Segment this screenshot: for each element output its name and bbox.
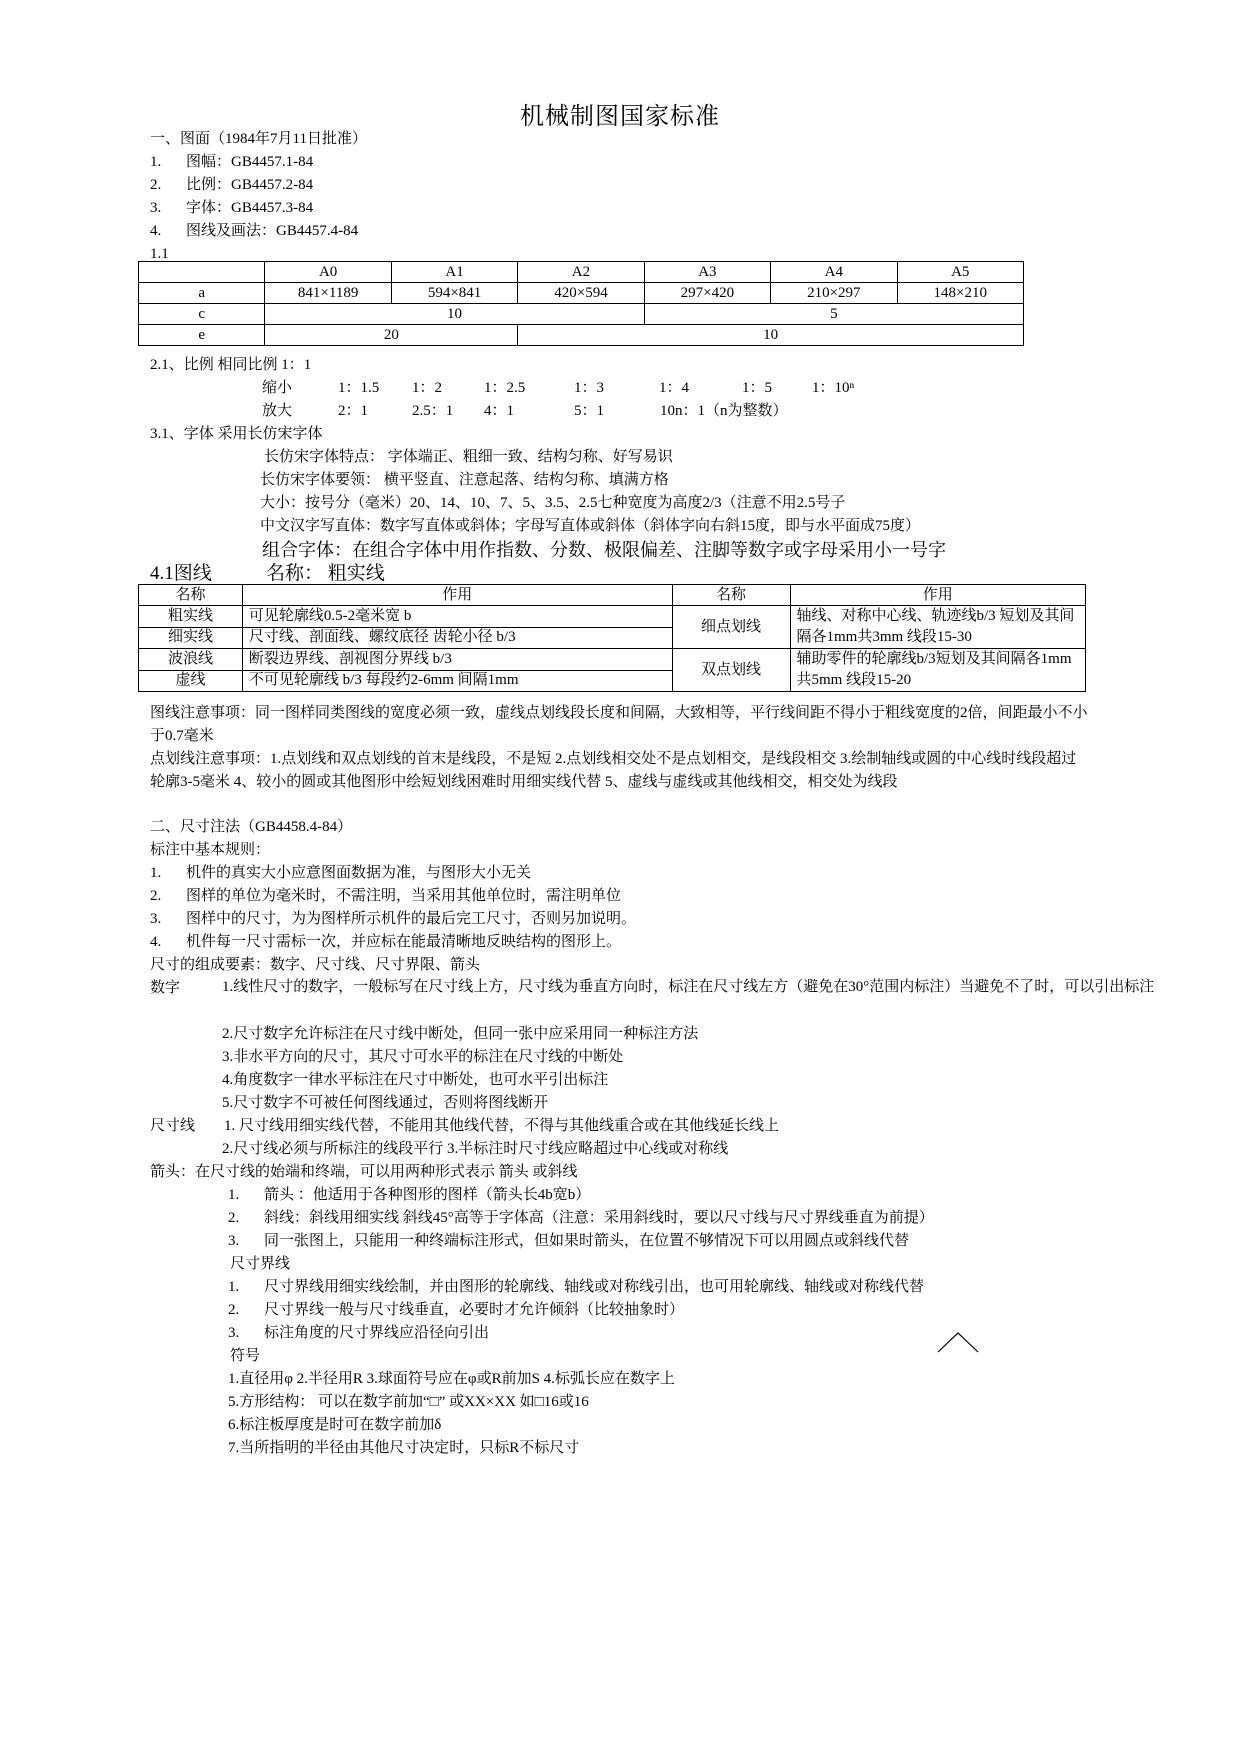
item-number: 2.: [150, 177, 162, 193]
table-header: 作用: [790, 585, 1086, 606]
ratio-enlarge-row: [262, 401, 788, 421]
table-cell: 断裂边界线、剖视图分界线 b/3: [242, 649, 672, 671]
font-line: 长仿宋字体要领： 横平竖直、注意起落、结构匀称、填满方格: [260, 472, 669, 488]
table-cell: 细点划线: [672, 606, 790, 649]
table-cell: e: [139, 325, 265, 346]
dimline-rule: 2.尺寸线必须与所标注的线段平行 3.半标注时尺寸线应略超过中心线或对称线: [222, 1141, 729, 1157]
table-header: A3: [644, 262, 770, 283]
item-number: 3.: [150, 200, 162, 216]
arrow-heading: 箭头：在尺寸线的始端和终端，可以用两种形式表示 箭头 或斜线: [150, 1164, 578, 1180]
item-text: 箭头 ：他适用于各种图形的图样（箭头长4b宽b）: [264, 1187, 591, 1203]
ratio-value: 2：1: [338, 403, 369, 419]
item-text: 字体：GB4457.3-84: [186, 200, 314, 216]
elements-line: 尺寸的组成要素：数字、尺寸线、尺寸界限、箭头: [150, 957, 481, 973]
ratio-value: 1：4: [659, 380, 690, 396]
item-text: 标注角度的尺寸界线应沿径向引出: [264, 1325, 490, 1341]
item-number: 2.: [150, 888, 162, 904]
font-combo-line: 组合字体：在组合字体中用作指数、分数、极限偏差、注脚等数字或字母采用小一号字: [262, 540, 946, 560]
table-header: 作用: [242, 585, 672, 606]
ratio-shrink-row: [262, 378, 855, 398]
table-cell: 5: [644, 304, 1023, 325]
table-header: A1: [391, 262, 517, 283]
table-cell: 尺寸线、剖面线、螺纹底径 齿轮小径 b/3: [242, 627, 672, 649]
ratio-heading: 2.1、比例 相同比例 1：1: [150, 357, 312, 373]
ratio-value: 1：3: [574, 380, 605, 396]
item-number: 2.: [228, 1302, 240, 1318]
ratio-value: 2.5：1: [412, 403, 454, 419]
line-types-table: [138, 584, 1086, 692]
ratio-value: 1：2.5: [484, 380, 526, 396]
ratio-value: 4：1: [484, 403, 515, 419]
item-text: 图线及画法：GB4457.4-84: [186, 223, 359, 239]
digits-rule: 5.尺寸数字不可被任何图线通过，否则将图线断开: [222, 1095, 549, 1111]
table-cell: 双点划线: [672, 649, 790, 692]
list-item: [228, 1185, 590, 1205]
list-item: [150, 909, 636, 929]
list-item: [228, 1208, 934, 1228]
table-row: [139, 606, 1086, 628]
table-row: [139, 304, 1024, 325]
item-text: 比例：GB4457.2-84: [186, 177, 314, 193]
table-header: A0: [265, 262, 391, 283]
list-item: [228, 1277, 924, 1297]
font-line: 大小：按号分（毫米）20、14、10、7、5、3.5、2.5七种宽度为高度2/3（注意不用2.5号子: [260, 495, 846, 511]
table-cell: 210×297: [771, 283, 897, 304]
font-line: 中文汉字写直体：数字写直体或斜体；字母写直体或斜体（斜体字向右斜15度，即与水平面成75度）: [260, 518, 921, 534]
list-item: [228, 1323, 489, 1343]
lines-heading-number: 4.1图线: [150, 563, 212, 584]
symbols-heading: 符号: [230, 1348, 261, 1364]
item-number: 1.: [150, 154, 162, 170]
table-cell: 10: [518, 325, 1024, 346]
list-item: [228, 1300, 684, 1320]
lines-heading: [150, 562, 385, 586]
item-text: 机件的真实大小应意图面数据为准，与图形大小无关: [186, 865, 532, 881]
item-text: 斜线：斜线用细实线 斜线45°高等于字体高（注意：采用斜线时，要以尺寸线与尺寸界线垂直为前提）: [264, 1210, 934, 1226]
table-cell: 细实线: [139, 627, 243, 649]
table-cell: 841×1189: [265, 283, 391, 304]
table-row: [139, 649, 1086, 671]
item-number: 3.: [228, 1325, 240, 1341]
table-cell: 辅助零件的轮廓线b/3短划及其间隔各1mm共5mm 线段15-20: [790, 649, 1086, 692]
ratio-label: 放大: [262, 403, 293, 419]
item-text: 图样的单位为毫米时，不需注明，当采用其他单位时，需注明单位: [186, 888, 622, 904]
item-text: 图幅：GB4457.1-84: [186, 154, 314, 170]
symbol-item: 5.方形结构： 可以在数字前加“□” 或XX×XX 如□16或16: [228, 1394, 589, 1410]
list-item: [150, 175, 313, 195]
item-number: 2.: [228, 1210, 240, 1226]
section-1-heading: 一、图面（1984年7月11日批准）: [150, 131, 367, 147]
table-cell: 594×841: [391, 283, 517, 304]
table-cell: 297×420: [644, 283, 770, 304]
lines-note: 图线注意事项：同一图样同类图线的宽度必须一致，虚线点划线段长度和间隔，大致相等，平行线间距不得小于粗线宽度的2倍，间距最小不小于0.7毫米: [150, 705, 1088, 744]
symbol-item: 1.直径用φ 2.半径用R 3.球面符号应在φ或R前加S 4.标弧长应在数字上: [228, 1371, 675, 1387]
table-cell: 波浪线: [139, 649, 243, 671]
item-number: 4.: [150, 223, 162, 239]
table-cell: 20: [265, 325, 518, 346]
dash-line-note: 点划线注意事项：1.点划线和双点划线的首末是线段，不是短 2.点划线相交处不是点划相交，是线段相交 3.绘制轴线或圆的中心线时线段超过轮廓3-5毫米 4、较小的圆或其他图形中绘短划线困难时用细实线代替 5、虚线与虚线或其他线相交，相交处为线段: [150, 751, 1077, 790]
page-title: 机械制图国家标准: [520, 104, 720, 130]
paper-size-table: [138, 261, 1024, 346]
list-item: [228, 1231, 909, 1251]
item-number: 3.: [150, 911, 162, 927]
dimline-rule: 1. 尺寸线用细实线代替，不能用其他线代替，不得与其他线重合或在其他线延长线上: [224, 1118, 780, 1134]
table-row: [139, 325, 1024, 346]
ratio-value: 10n：1（n为整数）: [660, 403, 788, 419]
ratio-value: 1：1.5: [338, 380, 380, 396]
item-text: 机件每一尺寸需标一次，并应标在能最清晰地反映结构的图形上。: [186, 934, 622, 950]
list-item: [150, 198, 313, 218]
digits-rule: 2.尺寸数字允许标注在尺寸线中断处，但同一张中应采用同一种标注方法: [222, 1026, 699, 1042]
table-cell: 10: [265, 304, 644, 325]
list-item: [150, 932, 621, 952]
item-text: 尺寸界线一般与尺寸线垂直，必要时才允许倾斜（比较抽象时）: [264, 1302, 685, 1318]
ratio-value: 1：5: [742, 380, 773, 396]
ratio-value: 1：10ⁿ: [812, 380, 855, 396]
ratio-value: 5：1: [574, 403, 605, 419]
item-text: 图样中的尺寸，为为图样所示机件的最后完工尺寸，否则另加说明。: [186, 911, 637, 927]
list-item: [150, 152, 313, 172]
table-header: A2: [518, 262, 644, 283]
digits-rule: 1.线性尺寸的数字，一般标写在尺寸线上方，尺寸线为垂直方向时，标注在尺寸线左方（避免在30°范围内标注）当避免不了时，可以引出标注: [222, 979, 1155, 995]
item-text: 尺寸界线用细实线绘制，并由图形的轮廓线、轴线或对称线引出，也可用轮廓线、轴线或对称线代替: [264, 1279, 925, 1295]
symbol-item: 7.当所指明的半径由其他尺寸决定时，只标R不标尺寸: [228, 1440, 580, 1456]
digits-rule: 3.非水平方向的尺寸，其尺寸可水平的标注在尺寸线的中断处: [222, 1049, 624, 1065]
rules-heading: 标注中基本规则：: [150, 842, 271, 858]
table-header: A4: [771, 262, 897, 283]
table-cell: 粗实线: [139, 606, 243, 628]
list-item: [150, 886, 621, 906]
symbol-item: 6.标注板厚度是时可在数字前加δ: [228, 1417, 442, 1433]
list-item: [150, 863, 531, 883]
table-cell: 虚线: [139, 670, 243, 692]
table-header: 名称: [139, 585, 243, 606]
table-header: 名称: [672, 585, 790, 606]
table-cell: 轴线、对称中心线、轨迹线b/3 短划及其间隔各1mm共3mm 线段15-30: [790, 606, 1086, 649]
table-cell: 148×210: [897, 283, 1023, 304]
item-number: 1.: [228, 1187, 240, 1203]
extension-heading: 尺寸界线: [230, 1256, 291, 1272]
table-cell: 不可见轮廓线 b/3 每段约2-6mm 间隔1mm: [242, 670, 672, 692]
item-number: 1.: [150, 865, 162, 881]
font-line: 长仿宋字体特点： 字体端正、粗细一致、结构匀称、好写易识: [264, 449, 673, 465]
arc-symbol-icon: [936, 1330, 980, 1354]
table-cell: [139, 262, 265, 283]
table-row: [139, 585, 1086, 606]
dimline-label: 尺寸线: [150, 1118, 196, 1134]
digits-rule: 4.角度数字一律水平标注在尺寸中断处，也可水平引出标注: [222, 1072, 609, 1088]
table-header: A5: [897, 262, 1023, 283]
table-row: [139, 283, 1024, 304]
digits-label: 数字: [150, 980, 181, 996]
item-number: 1.: [228, 1279, 240, 1295]
ratio-value: 1：2: [412, 380, 443, 396]
lines-heading-name: 名称： 粗实线: [266, 563, 385, 584]
item-text: 同一张图上，只能用一种终端标注形式，但如果时箭头，在位置不够情况下可以用圆点或斜线代替: [264, 1233, 910, 1249]
section-2-heading: 二、尺寸注法（GB4458.4-84）: [150, 819, 353, 835]
list-item: [150, 221, 358, 241]
item-number: 4.: [150, 934, 162, 950]
table-cell: 可见轮廓线0.5-2毫米宽 b: [242, 606, 672, 628]
table-cell: a: [139, 283, 265, 304]
table-row: [139, 262, 1024, 283]
table-cell: 420×594: [518, 283, 644, 304]
subsection-label: 1.1: [150, 246, 169, 262]
font-heading: 3.1、字体 采用长仿宋字体: [150, 426, 323, 442]
table-cell: c: [139, 304, 265, 325]
ratio-label: 缩小: [262, 380, 293, 396]
item-number: 3.: [228, 1233, 240, 1249]
